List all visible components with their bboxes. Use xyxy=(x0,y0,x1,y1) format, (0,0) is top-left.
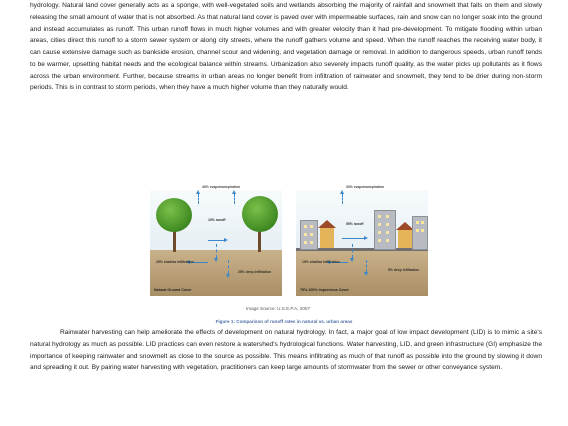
deep-infiltration-arrow xyxy=(228,260,229,274)
figure-caption: Figure 1: Comparison of runoff rates in natural vs. urban areas xyxy=(215,319,353,324)
building-icon xyxy=(412,216,428,250)
deep-infiltration-arrow xyxy=(366,260,367,272)
runoff-arrow xyxy=(342,238,364,239)
body-paragraph-1: hydrology. Natural land cover generally acts as a sponge, with well-vegetated soils and wetlands absorbing the majority of rainfall and snowmelt that falls on them and slowly releasing the small amount of water that is not absorbed. As that natural land cover is paved over with impermeable surfaces, rain and snow can no longer soak into the ground and instead accumulates as runoff. This urban runoff flows in much higher volumes and with greater velocity than it had pre-development. To mitigate flooding within urban areas, cities direct this runoff to a storm sewer system or along city streets, where the runoff gathers volume and speed. When the runoff reaches the receiving water body, it can cause extensive damage such as bankside erosion, channel scour and widening, and vegetation damage or removal. In addition to dangerous speeds, urban runoff tends to be warmer, upsetting habitat needs and the ecological balance within streams. Urbanization also severely impacts runoff quality, as the water picks up pollutants as it flows across the urban environment. Further, because streams in urban areas no longer benefit from infiltration of rainwater and snowmelt, they tend to be drier during non-storm periods. This is in contrast to storm periods, when they have a much higher volume than they naturally would. xyxy=(30,2,542,92)
evapotranspiration-arrow xyxy=(198,194,199,204)
evapotranspiration-arrow xyxy=(342,194,343,204)
natural-runoff-label: 10% runoff xyxy=(208,218,226,222)
runoff-comparison-figure xyxy=(150,182,440,304)
body-paragraph-2: Rainwater harvesting can help ameliorate the effects of development on natural hydrology. In fact, a major goal of low impact development (LID) is to mimic a site's natural hydrology as much as possible. LID practices can even restore a watershed's hydrological functions. Water harvesting, LID, and green infrastructure (GI) emphasize the importance of keeping rainwater and snowmelt as close to the source as possible. This means infiltrating as much of that runoff as possible into the ground by slowing it down and spreading it out. By pairing water harvesting with vegetation, practitioners can keep large amounts of stormwater from the sewer or other conveyance system. xyxy=(30,329,542,372)
image-source-credit: Image Source: U.S.E.P.A, 2007 xyxy=(246,306,311,311)
infiltration-arrow xyxy=(352,244,353,258)
infiltration-arrow xyxy=(216,244,217,258)
natural-shallow-infiltration-label: 25% shallow infiltration xyxy=(156,260,194,264)
evapotranspiration-arrow xyxy=(234,194,235,204)
tree-icon xyxy=(156,198,192,232)
house-icon xyxy=(398,230,412,248)
urban-deep-infiltration-label: 5% deep infiltration xyxy=(388,268,420,272)
runoff-arrow xyxy=(208,240,224,241)
tree-icon xyxy=(242,196,278,232)
urban-runoff-label: 55% runoff xyxy=(346,222,364,226)
impervious-cover-panel xyxy=(296,182,428,300)
urban-shallow-infiltration-label: 10% shallow infiltration xyxy=(302,260,340,264)
natural-evapotranspiration-label: 40% evapotranspiration xyxy=(202,185,241,189)
impervious-cover-caption: 75%-100% Impervious Cover xyxy=(300,288,349,292)
natural-ground-cover-caption: Natural Ground Cover xyxy=(154,288,192,292)
natural-ground-cover-panel xyxy=(150,182,282,300)
house-icon xyxy=(320,228,334,248)
house-roof xyxy=(318,220,336,228)
natural-deep-infiltration-label: 25% deep infiltration xyxy=(238,270,272,274)
building-icon xyxy=(300,220,318,250)
urban-evapotranspiration-label: 30% evapotranspiration xyxy=(346,185,385,189)
building-icon xyxy=(374,210,396,250)
